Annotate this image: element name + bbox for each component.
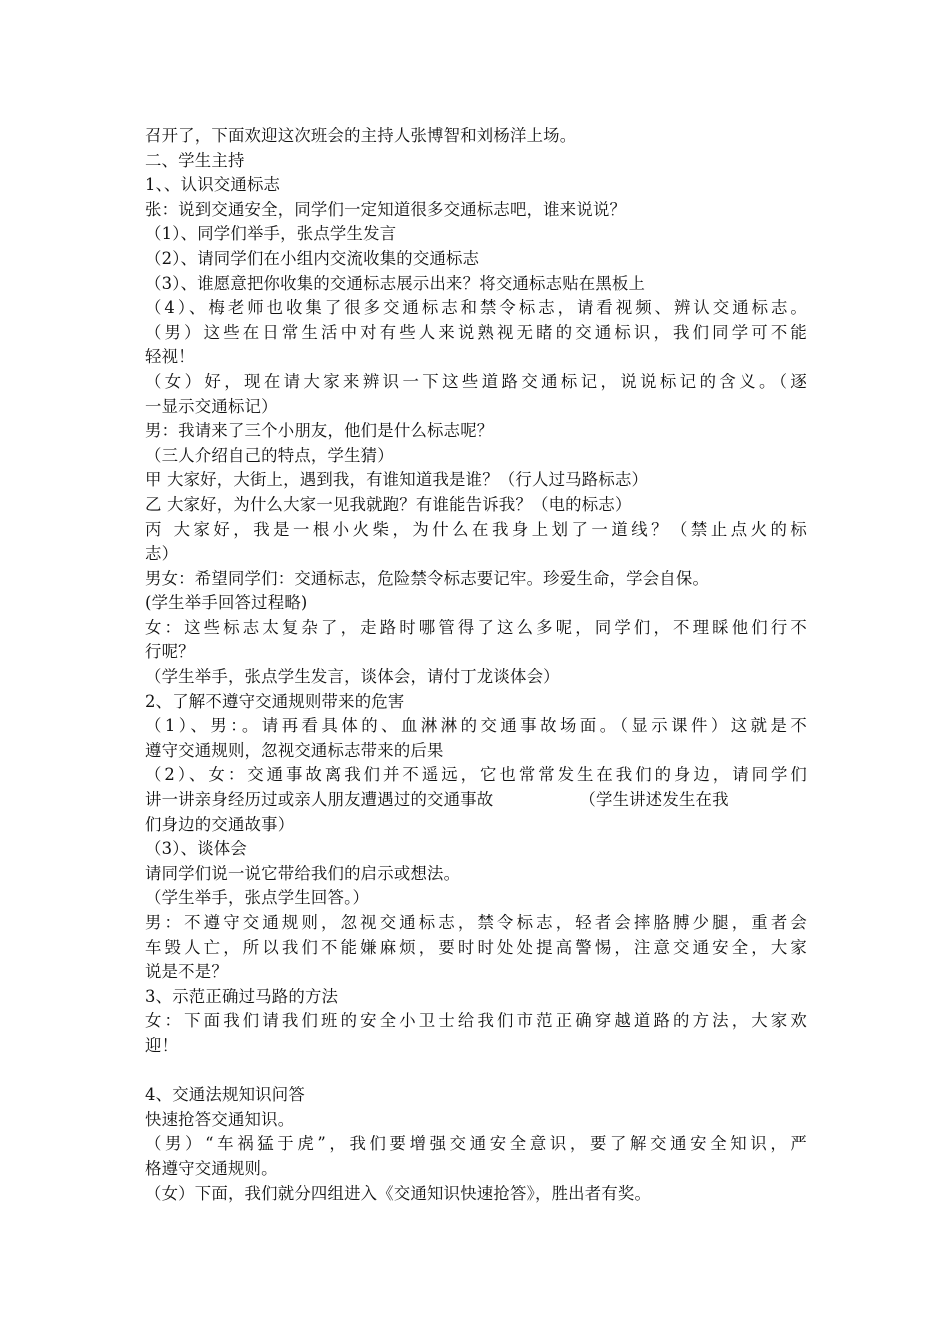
- text-line: （2）、请同学们在小组内交流收集的交通标志: [145, 248, 480, 268]
- text-line: 遵守交通规则，忽视交通标志带来的后果: [145, 740, 444, 760]
- subsection-heading: 1、、认识交通标志: [145, 175, 281, 195]
- text-line: 男：我请来了三个小朋友，他们是什么标志呢？: [145, 421, 494, 441]
- text-line: 甲 大家好，大街上，遇到我，有谁知道我是谁？（行人过马路标志）: [145, 470, 649, 490]
- text-line: 志）: [145, 544, 179, 564]
- text-line: (学生举手回答过程略): [145, 593, 308, 613]
- text-line: （3）、谁愿意把你收集的交通标志展示出来？将交通标志贴在黑板上: [145, 273, 646, 293]
- text-fragment: （学生讲述发生在我: [579, 790, 729, 810]
- text-line: 一显示交通标记）: [145, 396, 278, 416]
- subsection-heading: 2、了解不遵守交通规则带来的危害: [145, 691, 405, 711]
- text-line: 丙 大家好，我是一根小火柴，为什么在我身上划了一道线？（禁止点火的标: [145, 519, 807, 539]
- text-line: 车毁人亡，所以我们不能嫌麻烦，要时时处处提高警惕，注意交通安全，大家: [145, 937, 807, 957]
- text-line: （男）这些在日常生活中对有些人来说熟视无睹的交通标识，我们同学可不能: [145, 322, 807, 342]
- text-line: 乙 大家好，为什么大家一见我就跑？有谁能告诉我？（电的标志）: [145, 494, 632, 514]
- text-line: 召开了，下面欢迎这次班会的主持人张博智和刘杨洋上场。: [145, 126, 577, 145]
- text-line: 迎！: [145, 1035, 179, 1055]
- text-line: 格遵守交通规则。: [145, 1158, 278, 1178]
- text-line: （4）、梅老师也收集了很多交通标志和禁令标志，请看视频、辨认交通标志。: [145, 298, 807, 318]
- text-line: （2）、女：交通事故离我们并不遥远，它也常常发生在我们的身边，请同学们: [145, 765, 807, 785]
- text-line: 男女：希望同学们：交通标志，危险禁令标志要记牢。珍爱生命，学会自保。: [145, 568, 710, 588]
- text-line: 说是不是？: [145, 962, 228, 982]
- text-line: （女）下面，我们就分四组进入《交通知识快速抢答》，胜出者有奖。: [145, 1183, 652, 1203]
- blank-line: [145, 1059, 807, 1084]
- text-line: （1）、同学们举手，张点学生发言: [145, 224, 397, 244]
- text-line: 女：这些标志太复杂了，走路时哪管得了这么多呢，同学们，不理睬他们行不: [145, 617, 807, 637]
- text-line: 请同学们说一说它带给我们的启示或想法。: [145, 863, 461, 883]
- text-line: （学生举手，张点学生发言，谈体会，请付丁龙谈体会）: [145, 667, 560, 687]
- text-fragment: 讲一讲亲身经历过或亲人朋友遭遇过的交通事故: [145, 790, 494, 810]
- text-line: 男：不遵守交通规则，忽视交通标志，禁令标志，轻者会摔胳膊少腿，重者会: [145, 913, 807, 932]
- text-line: 们身边的交通故事）: [145, 814, 295, 834]
- subsection-heading: 3、示范正确过马路的方法: [145, 986, 339, 1006]
- subsection-heading: 4、交通法规知识问答: [145, 1085, 305, 1105]
- text-line: 张：说到交通安全，同学们一定知道很多交通标志吧，谁来说说？: [145, 199, 627, 219]
- text-line: 轻视！: [145, 347, 195, 367]
- text-line: 快速抢答交通知识。: [145, 1109, 295, 1129]
- document-page: [145, 124, 807, 1206]
- text-line: （学生举手，张点学生回答。）: [145, 888, 370, 908]
- text-line: [145, 788, 807, 813]
- text-line: （男）“车祸猛于虎”，我们要增强交通安全意识，要了解交通安全知识，严: [145, 1134, 807, 1154]
- text-line: 女：下面我们请我们班的安全小卫士给我们市范正确穿越道路的方法，大家欢: [145, 1011, 807, 1031]
- text-line: （三人介绍自己的特点，学生猜）: [145, 445, 394, 465]
- text-line: 行呢？: [145, 642, 195, 662]
- text-line: （3）、谈体会: [145, 839, 247, 859]
- section-heading: 二、学生主持: [145, 150, 245, 170]
- text-line: （女）好，现在请大家来辨识一下这些道路交通标记，说说标记的含义。（逐: [145, 371, 807, 391]
- text-line: （1）、男：。请再看具体的、血淋淋的交通事故场面。（显示课件）这就是不: [145, 716, 807, 736]
